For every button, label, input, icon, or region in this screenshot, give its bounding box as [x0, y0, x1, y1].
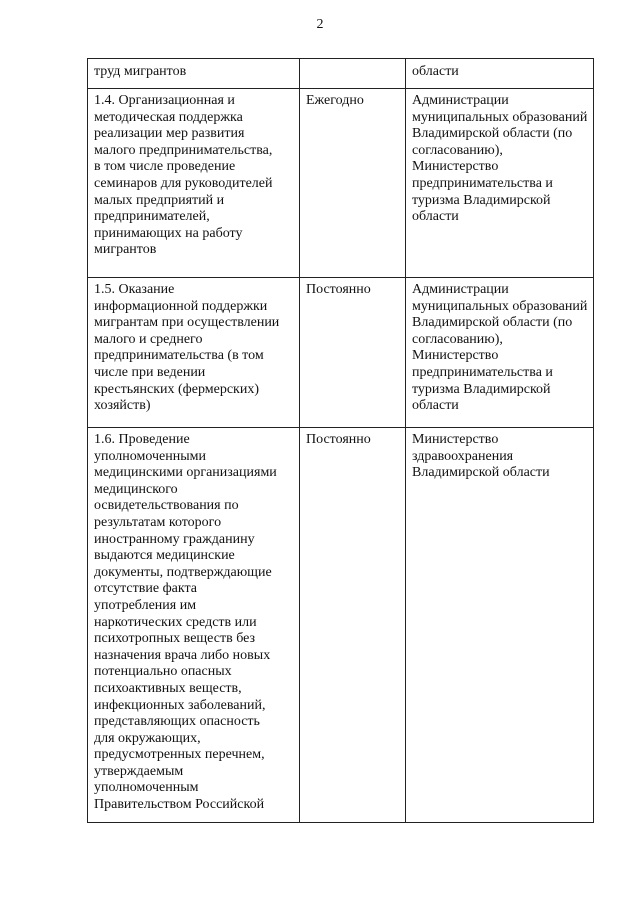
- executor-cell: [406, 59, 594, 89]
- table-row: [88, 428, 594, 823]
- measures-table: [87, 58, 594, 823]
- executor-text: Министерство здравоохранения Владимирской области: [412, 432, 550, 481]
- executor-cell: [406, 89, 594, 278]
- term-text: Постоянно: [306, 432, 371, 447]
- measure-text: 1.4. Организационная и методическая поддержка реализации мер развития малого предпринимательства, в том числе проведение семинаров для руководителей малых предприятий и предпринимателей, принимающих на работу мигрантов: [94, 93, 273, 258]
- measure-cell: [88, 278, 300, 428]
- executor-cell: [406, 278, 594, 428]
- term-text: Постоянно: [306, 282, 371, 297]
- measure-cell: [88, 89, 300, 278]
- term-text: Ежегодно: [306, 93, 364, 108]
- measure-text: 1.6. Проведение уполномоченными медицинскими организациями медицинского освидетельствования по результатам которого иностранному гражданину выдаются медицинские документы, подтверждающие отсутствие факта употребления им наркотических средств или психотропных веществ без назначения врача либо новых потенциально опасных психоактивных веществ, инфекционных заболеваний, представляющих опасность для окружающих, предусмотренных перечнем, утверждаемым уполномоченным Правительством Российской: [94, 432, 277, 813]
- term-cell: [300, 278, 406, 428]
- executor-text: Администрации муниципальных образований Владимирской области (по согласованию), Министерство предпринимательства и туризма Владимирской области: [412, 93, 588, 225]
- term-cell: [300, 428, 406, 823]
- measure-text: труд мигрантов: [94, 64, 187, 79]
- measure-text: 1.5. Оказание информационной поддержки мигрантам при осуществлении малого и среднего предпринимательства (в том числе при ведении крестьянских (фермерских) хозяйств): [94, 282, 280, 414]
- table-row: [88, 278, 594, 428]
- executor-cell: [406, 428, 594, 823]
- executor-text: области: [412, 64, 459, 79]
- executor-text: Администрации муниципальных образований Владимирской области (по согласованию), Министерство предпринимательства и туризма Владимирской области: [412, 282, 588, 414]
- measure-cell: [88, 428, 300, 823]
- term-cell: [300, 59, 406, 89]
- table-row: [88, 89, 594, 278]
- term-cell: [300, 89, 406, 278]
- page-number: 2: [316, 17, 324, 32]
- table-row: [88, 59, 594, 89]
- measure-cell: [88, 59, 300, 89]
